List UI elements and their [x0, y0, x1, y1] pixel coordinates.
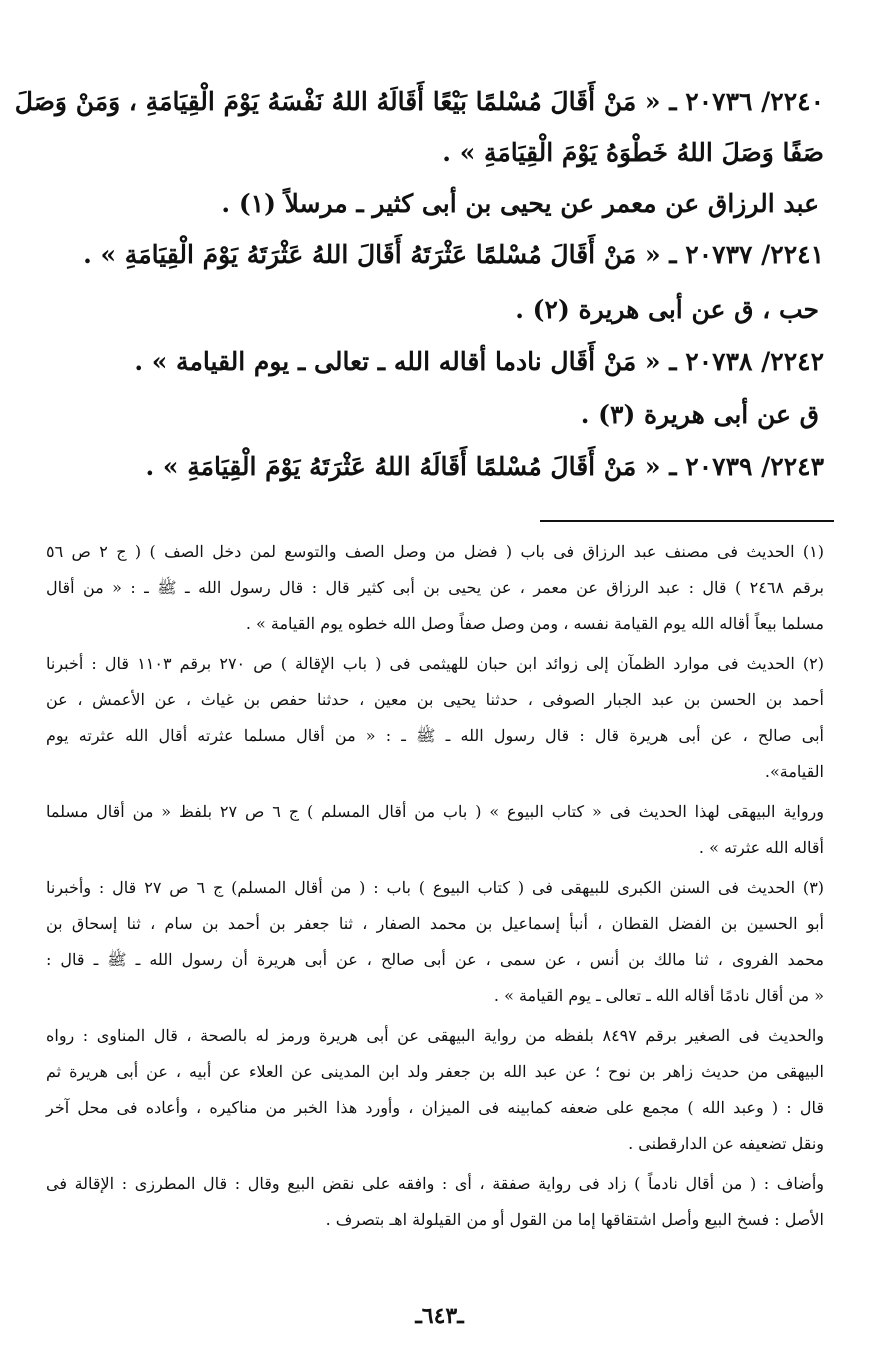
footnote-3-line-2: أبو الحسين بن الفضل القطان ، أنبأ إسماعيل بن محمد الصفار ، ثنا جعفر بن أحمد بن سام ، ثنا إسحاق بن [46, 914, 824, 933]
footnote-3-line-10: الأصل : فسخ البيع وأصل اشتقاقها إما من القول أو من القيلولة اهـ بتصرف . [325, 1210, 824, 1229]
footnote-2-line-3: أبى صالح ، عن أبى هريرة قال : قال رسول الله ـ ﷺ ـ : « من أقال مسلما عثرته أقال الله عثرته يوم [46, 726, 824, 745]
footnote-3-line-9: وأضاف : ( من أقال نادماً ) زاد فى رواية صفقة ، أى : وافقه على نقض البيع وقال : قال المطرزى : الإقالة فى [46, 1174, 824, 1193]
footnote-3-line-6: البيهقى من حديث زاهر بن نوح ؛ عن عبد الله بن جعفر ولد ابن المدينى عن العلاء عن أبيه ، عن أبى هريرة ثم [46, 1062, 824, 1081]
footnote-1-line-2: برقم ٢٤٦٨ ) قال : عبد الرزاق عن معمر ، عن يحيى بن أبى كثير قال : قال رسول الله ـ ﷺ ـ : « من أقال [46, 578, 825, 597]
hadith-2240-line-2: صَفًا وَصَلَ اللهُ خَطْوَهُ يَوْمَ الْقِيَامَةِ » . [442, 138, 824, 167]
footnote-2-line-5: ورواية البيهقى لهذا الحديث فى « كتاب البيوع » ( باب من أقال المسلم ) ج ٦ ص ٢٧ بلفظ « من أقال مسلما [46, 802, 825, 821]
footnote-2-line-6: أقاله الله عثرته » . [698, 838, 824, 857]
footnote-2-line-1: (٢) الحديث فى موارد الظمآن إلى زوائد ابن حبان للهيثمى فى ( باب الإقالة ) ص ٢٧٠ برقم ١١٠٣ قال : أخبرنا [46, 654, 824, 673]
hadith-2240-line-1: ٢٢٤٠/ ٢٠٧٣٦ ـ « مَنْ أَقَالَ مُسْلمًا بَيْعًا أَقَالَهُ اللهُ نَفْسَهُ يَوْمَ الْقِيَامَةِ ، وَمَنْ وَصَلَ [14, 87, 824, 116]
hadith-2241-source: حب ، ق عن أبى هريرة (٢) . [515, 295, 819, 324]
hadith-2242: ٢٢٤٢/ ٢٠٧٣٨ ـ « مَنْ أَقَال نادما أقاله الله ـ تعالى ـ يوم القيامة » . [134, 347, 824, 376]
footnote-3-line-7: قال : ( وعبد الله ) مجمع على ضعفه كمابينه فى الميزان ، وأورد هذا الخبر من مناكيره ، وأعاده فى محل آخر [46, 1098, 824, 1117]
hadith-2241: ٢٢٤١/ ٢٠٧٣٧ ـ « مَنْ أَقَالَ مُسْلمًا عَثْرَتَهُ أَقَالَ اللهُ عَثْرَتَهُ يَوْمَ الْقِيَامَةِ » . [83, 240, 824, 269]
footnote-3-line-4: « من أقال نادمًا أقاله الله ـ تعالى ـ يوم القيامة » . [493, 986, 824, 1005]
footnote-3-line-8: ونقل تضعيفه عن الدارقطنى . [628, 1134, 824, 1153]
footnote-1-line-3: مسلما بيعاً أقاله الله يوم القيامة نفسه ، ومن وصل صفاً وصل الله خطوه يوم القيامة » . [245, 614, 824, 633]
hadith-2243: ٢٢٤٣/ ٢٠٧٣٩ ـ « مَنْ أَقَالَ مُسْلمًا أَقَالَهُ اللهُ عَثْرَتَهُ يَوْمَ الْقِيَامَةِ » . [145, 452, 824, 481]
footnote-3-line-1: (٣) الحديث فى السنن الكبرى للبيهقى فى ( كتاب البيوع ) باب : ( من أقال المسلم) ج ٦ ص ٢٧ قال : وأخبرنا [46, 878, 825, 897]
footnote-1-line-1: (١) الحديث فى مصنف عبد الرزاق فى باب ( فضل من وصل الصف والتوسع لمن دخل الصف ) ( ج ٢ ص ٥٦ [46, 542, 825, 561]
footnote-2-line-2: أحمد بن الحسن بن عبد الجبار الصوفى ، حدثنا يحيى بن معين ، حدثنا حفص بن غياث ، عن الأعمش ، عن [46, 690, 824, 709]
footnote-2-line-4: القيامة». [764, 762, 824, 781]
footnote-3-line-3: محمد الفروى ، ثنا مالك بن أنس ، عن سمى ، عن أبى صالح ، عن أبى هريرة أن رسول الله ـ ﷺ ـ قال : [46, 950, 824, 969]
hadith-2242-source: ق عن أبى هريرة (٣) . [580, 400, 819, 429]
footnote-3-line-5: والحديث فى الصغير برقم ٨٤٩٧ بلفظه من رواية البيهقى عن أبى هريرة ورمز له بالصحة ، قال المناوى : رواه [46, 1026, 825, 1045]
footnote-divider [540, 520, 834, 522]
page-number: ـ٦٤٣ـ [415, 1303, 464, 1329]
hadith-2240-source: عبد الرزاق عن معمر عن يحيى بن أبى كثير ـ مرسلاً (١) . [221, 189, 819, 218]
